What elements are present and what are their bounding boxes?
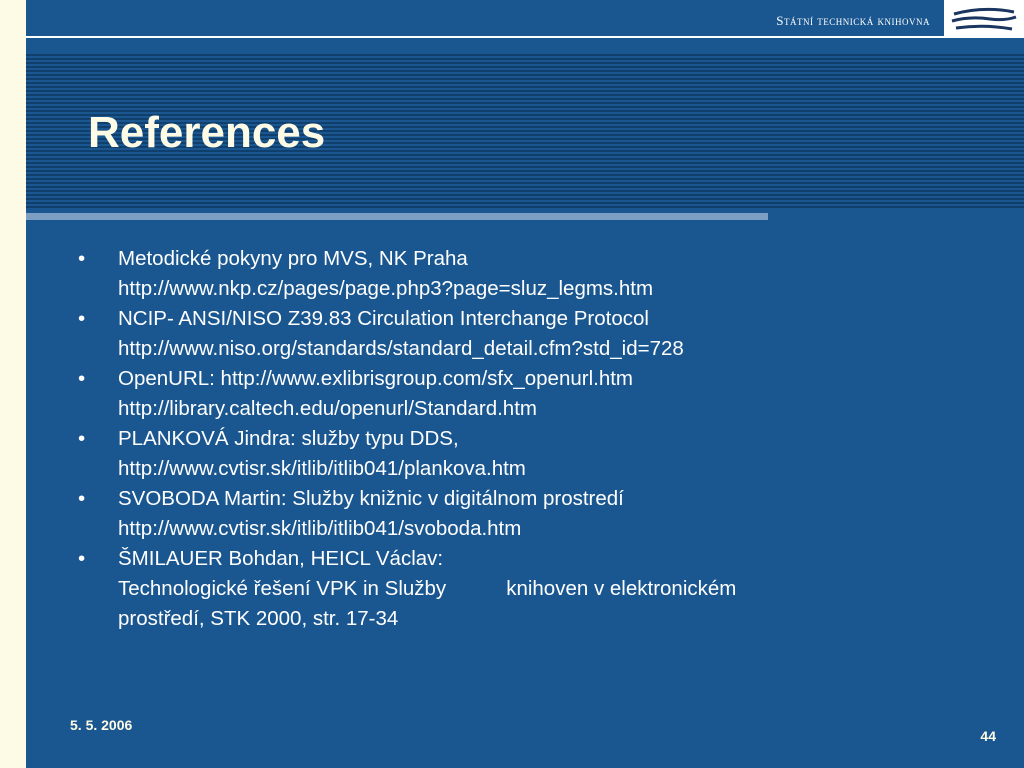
- list-item: [70, 484, 910, 544]
- bullet-icon: •: [78, 487, 86, 510]
- bullet-icon: •: [78, 547, 86, 570]
- reference-text: Metodické pokyny pro MVS, NK Praha: [118, 247, 468, 270]
- bullet-icon: •: [78, 247, 86, 270]
- page-number: 44: [980, 728, 996, 744]
- logo: [944, 0, 1024, 38]
- list-item: [70, 304, 910, 364]
- reference-text-part1: Technologické řešení VPK in Služby: [118, 577, 447, 600]
- reference-text: ŠMILAUER Bohdan, HEICL Václav:: [118, 547, 444, 570]
- bullet-icon: •: [78, 307, 86, 330]
- footer-date: 5. 5. 2006: [70, 717, 133, 733]
- reference-url[interactable]: http://www.niso.org/standards/standard_detail.cfm?std_id=728: [118, 337, 684, 360]
- reference-url[interactable]: http://www.cvtisr.sk/itlib/itlib041/plankova.htm: [118, 457, 526, 480]
- reference-list: [70, 244, 910, 634]
- slide-title: References: [88, 108, 326, 157]
- header-divider: [26, 36, 944, 38]
- title-underline: [26, 213, 768, 220]
- list-item: [70, 424, 910, 484]
- reference-text-part2: knihoven v elektronickém: [506, 577, 737, 600]
- reference-text[interactable]: OpenURL: http://www.exlibrisgroup.com/sfx_openurl.htm: [118, 367, 634, 390]
- list-item: [70, 544, 910, 634]
- list-item: [70, 244, 910, 304]
- bullet-icon: •: [78, 367, 86, 390]
- reference-text: NCIP- ANSI/NISO Z39.83 Circulation Interchange Protocol: [118, 307, 649, 330]
- reference-text: SVOBODA Martin: Služby knižnic v digitálnom prostredí: [118, 487, 624, 510]
- reference-url[interactable]: http://www.nkp.cz/pages/page.php3?page=sluz_legms.htm: [118, 277, 654, 300]
- bullet-icon: •: [78, 427, 86, 450]
- reference-text-line2: [118, 574, 910, 604]
- org-name: Státní technická knihovna: [776, 13, 930, 28]
- stk-library-logo-icon: [950, 4, 1018, 34]
- reference-text: PLANKOVÁ Jindra: služby typu DDS,: [118, 427, 459, 450]
- reference-url[interactable]: http://www.cvtisr.sk/itlib/itlib041/svoboda.htm: [118, 517, 522, 540]
- reference-text-line3: prostředí, STK 2000, str. 17-34: [118, 607, 399, 630]
- reference-url[interactable]: http://library.caltech.edu/openurl/Standard.htm: [118, 397, 537, 420]
- list-item: [70, 364, 910, 424]
